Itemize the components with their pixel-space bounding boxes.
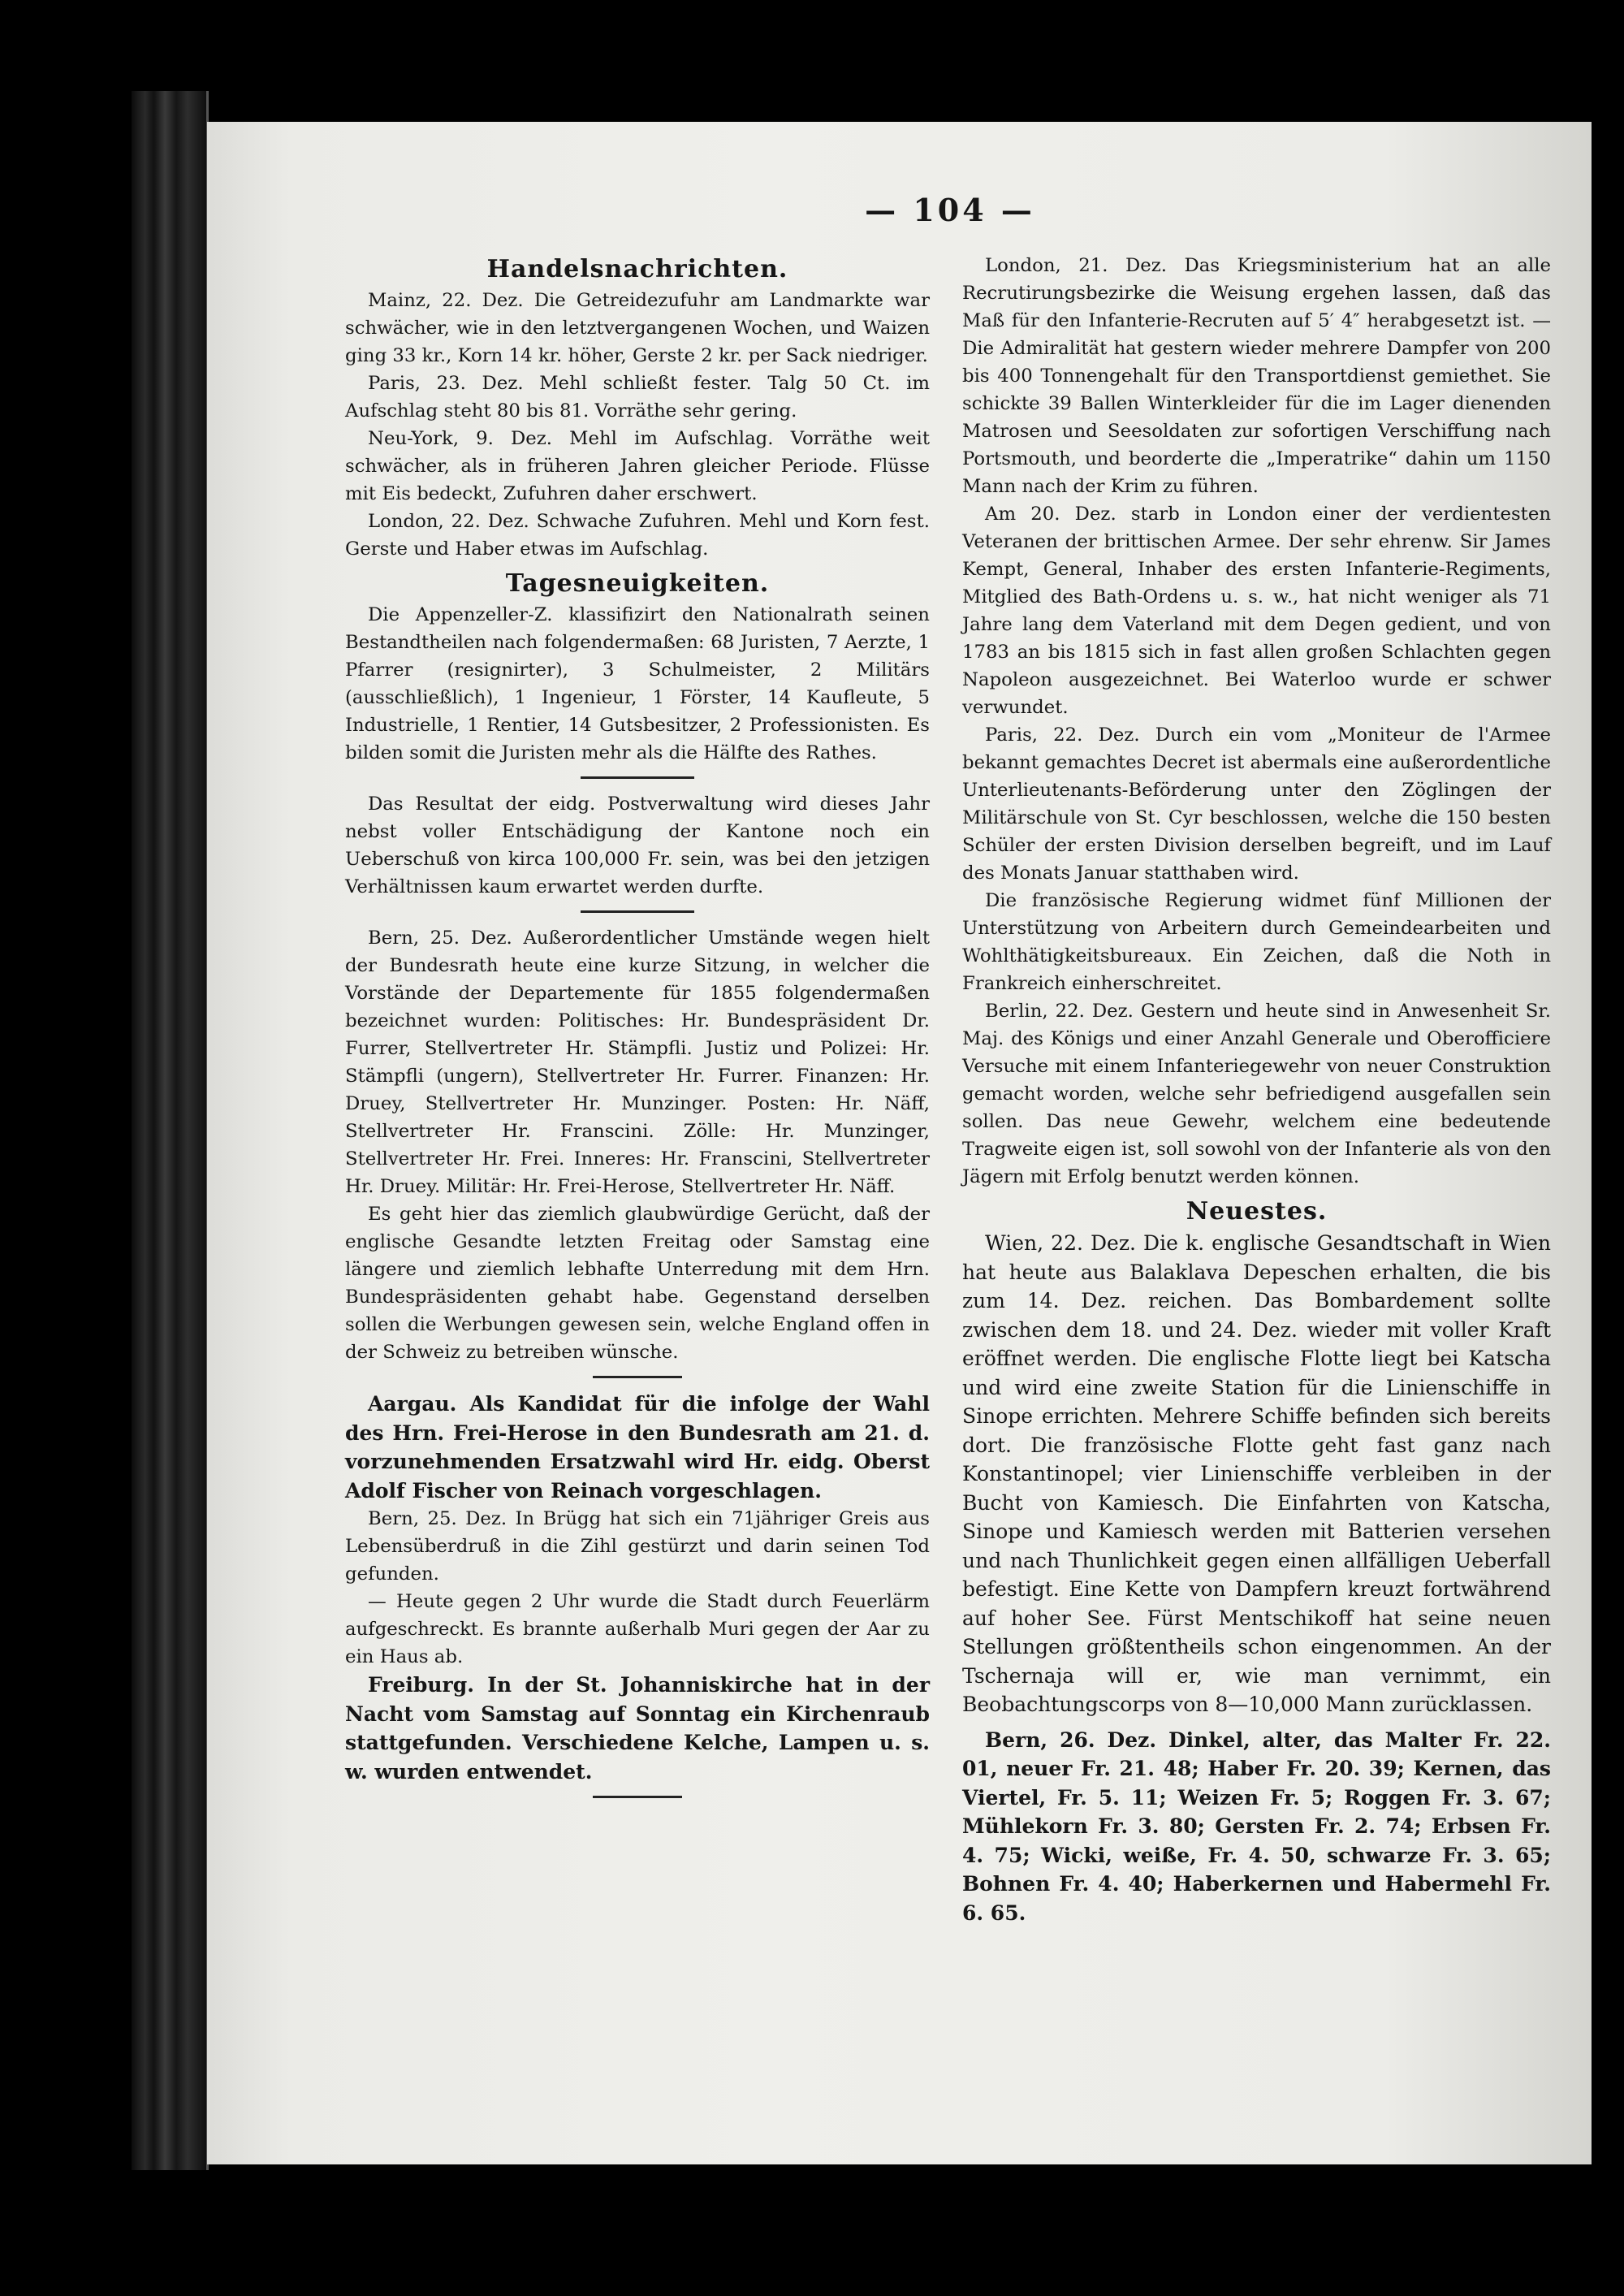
- divider: [581, 776, 694, 779]
- divider: [581, 910, 694, 913]
- article-wien: Wien, 22. Dez. Die k. englische Gesandtschaft in Wien hat heute aus Balaklava Depeschen erhalten, die bis zum 14. Dez. reichen. Das Bombardement sollte zwischen dem 18. und 24. Dez. wieder mit voller Kraft eröffnet werden. Die englische Flotte liegt bei Katscha und wird eine zweite Station für die Linienschiffe in Sinope errichten. Mehrere Schiffe befinden sich bereits dort. Die französische Flotte geht fast ganz nach Konstantinopel; vier Linienschiffe verbleiben in der Bucht von Kamiesch. Die Einfahrten von Katscha, Sinope und Kamiesch werden mit Batterien versehen und nach Thunlichkeit gegen einen allfälligen Ueberfall befestigt. Eine Kette von Dampfern kreuzt fortwährend auf hoher See. Fürst Mentschikoff hat seine neuen Stellungen größtentheils schon eingenommen. An der Tschernaja will er, wie man vernimmt, ein Beobachtungscorps von 8—10,000 Mann zurücklassen.: [962, 1231, 1551, 1716]
- article-sir-james-kempt: Am 20. Dez. starb in London einer der verdientesten Veteranen der brittischen Armee. Der sehr ehrenw. Sir James Kempt, General, Inhaber des ersten Infanterie-Regiments, Mitglied des Bath-Ordens u. s. w., hat nicht weniger als 71 Jahre lang dem Vaterland mit dem Degen gedient, und von 1783 an bis 1815 sich in fast allen großen Schlachten gegen Napoleon ausgezeichnet. Bei Waterloo wurde er schwer verwundet.: [962, 504, 1551, 718]
- page-number: — 104 —: [865, 192, 1035, 228]
- article-london-market: London, 22. Dez. Schwache Zufuhren. Mehl und Korn fest. Gerste und Haber etwas im Aufschlag.: [345, 511, 930, 560]
- article-bern-bundesrath: Bern, 25. Dez. Außerordentlicher Umstände wegen hielt der Bundesrath heute eine kurze Sitzung, in welcher die Vorstände der Departemente für 1855 folgendermaßen bezeichnet wurden: Politisches: Hr. Bundespräsident Dr. Furrer, Stellvertreter Hr. Stämpfli. Justiz und Polizei: Hr. Stämpfli (ungern), Stellvertreter Hr. Furrer. Finanzen: Hr. Druey, Stellvertreter Hr. Munzinger. Posten: Hr. Näff, Stellvertreter Hr. Franscini. Zölle: Hr. Munzinger, Stellvertreter Hr. Frei. Inneres: Hr. Franscini, Stellvertreter Hr. Druey. Militär: Hr. Frei-Herose, Stellvertreter Hr. Näff.: [345, 927, 930, 1197]
- left-column: [345, 252, 930, 1810]
- article-bern-bruegg: Bern, 25. Dez. In Brügg hat sich ein 71jähriger Greis aus Lebensüberdruß in die Zihl gestürzt und darin seinen Tod gefunden.: [345, 1508, 930, 1585]
- article-new-york: Neu-York, 9. Dez. Mehl im Aufschlag. Vorräthe weit schwächer, als in früheren Jahren gleicher Periode. Flüsse mit Eis bedeckt, Zufuhren daher erschwert.: [345, 428, 930, 504]
- article-bern-preise: Bern, 26. Dez. Dinkel, alter, das Malter Fr. 22. 01, neuer Fr. 21. 48; Haber Fr. 20. 39; Kernen, das Viertel, Fr. 5. 11; Weizen Fr. 5; Roggen Fr. 3. 67; Mühlekorn Fr. 3. 80; Gersten Fr. 2. 74; Erbsen Fr. 4. 75; Wicki, weiße, Fr. 4. 50, schwarze Fr. 3. 65; Bohnen Fr. 4. 40; Haberkernen und Habermehl Fr. 6. 65.: [962, 1727, 1551, 1925]
- divider: [593, 1376, 682, 1378]
- article-paris-market: Paris, 23. Dez. Mehl schließt fester. Talg 50 Ct. im Aufschlag steht 80 bis 81. Vorräthe sehr gering.: [345, 373, 930, 422]
- article-paris-decret: Paris, 22. Dez. Durch ein vom „Moniteur de l'Armee bekannt gemachtes Decret ist abermals eine außerordentliche Unterlieutenants-Beförderung unter den Zöglingen der Militärschule von St. Cyr beschlossen, welche die 150 besten Schüler der ersten Division derselben begreift, und im Lauf des Monats Januar statthaben wird.: [962, 724, 1551, 884]
- article-aargau: Aargau. Als Kandidat für die infolge der Wahl des Hrn. Frei-Herose in den Bundesrath am 21. d. vorzunehmenden Ersatzwahl wird Hr. eidg. Oberst Adolf Fischer von Reinach vorgeschlagen.: [345, 1392, 930, 1503]
- article-mainz: Mainz, 22. Dez. Die Getreidezufuhr am Landmarkte war schwächer, wie in den letztvergangenen Wochen, und Waizen ging 33 kr., Korn 14 kr. höher, Gerste 2 kr. per Sack niedriger.: [345, 290, 930, 366]
- article-bern-feuer: — Heute gegen 2 Uhr wurde die Stadt durch Feuerlärm aufgeschreckt. Es brannte außerhalb Muri gegen der Aar zu ein Haus ab.: [345, 1591, 930, 1667]
- heading-handelsnachrichten: Handelsnachrichten.: [486, 255, 788, 283]
- article-appenzeller: Die Appenzeller-Z. klassifizirt den Nationalrath seinen Bestandtheilen nach folgendermaßen: 68 Juristen, 7 Aerzte, 1 Pfarrer (resignirter), 3 Schulmeister, 2 Militärs (ausschließlich), 1 Ingenieur, 1 Förster, 14 Kaufleute, 5 Industrielle, 1 Rentier, 14 Gutsbesitzer, 2 Professionisten. Es bilden somit die Juristen mehr als die Hälfte des Rathes.: [345, 604, 930, 763]
- article-postverwaltung: Das Resultat der eidg. Postverwaltung wird dieses Jahr nebst voller Entschädigung der Kantone noch ein Ueberschuß von kirca 100,000 Fr. sein, was bei den jetzigen Verhältnissen kaum erwartet werden durfte.: [345, 793, 930, 897]
- article-freiburg: Freiburg. In der St. Johanniskirche hat in der Nacht vom Samstag auf Sonntag ein Kirchenraub stattgefunden. Verschiedene Kelche, Lampen u. s. w. wurden entwendet.: [345, 1673, 930, 1784]
- heading-neuestes: Neuestes.: [1186, 1197, 1328, 1226]
- article-berlin: Berlin, 22. Dez. Gestern und heute sind in Anwesenheit Sr. Maj. des Königs und einer Anzahl Generale und Oberofficiere Versuche mit einem Infanteriegewehr von neuer Construktion gemacht worden, welche sehr befriedigend ausgefallen sein sollen. Das neue Gewehr, welchem eine bedeutende Tragweite eigen ist, soll sowohl von der Infanterie als von den Jägern mit Erfolg benutzt werden können.: [962, 1001, 1551, 1187]
- heading-tagesneuigkeiten: Tagesneuigkeiten.: [505, 569, 770, 598]
- divider: [593, 1796, 682, 1798]
- article-london-kriegsministerium: London, 21. Dez. Das Kriegsministerium hat an alle Recrutirungsbezirke die Weisung ergehen lassen, daß das Maß für den Infanterie-Recruten auf 5′ 4″ herabgesetzt ist. — Die Admiralität hat gestern wieder mehrere Dampfer von 200 bis 400 Tonnengehalt für den Transportdienst gemiethet. Sie schickte 39 Ballen Winterkleider für die im Lager dienenden Matrosen und Seesoldaten zur sofortigen Verschiffung nach Portsmouth, und beorderte die „Imperatrike“ dahin um 1150 Mann nach der Krim zu führen.: [962, 255, 1551, 497]
- article-franzoesische-regierung: Die französische Regierung widmet fünf Millionen der Unterstützung von Arbeitern durch Gemeindearbeiten und Wohlthätigkeitsbureaux. Ein Zeichen, daß die Noth in Frankreich einherschreitet.: [962, 890, 1551, 994]
- book-spine: [132, 91, 209, 2170]
- right-column: [962, 252, 1551, 1927]
- article-bern-geruecht: Es geht hier das ziemlich glaubwürdige Gerücht, daß der englische Gesandte letzten Freitag oder Samstag eine längere und ziemlich lebhafte Unterredung mit dem Hrn. Bundespräsidenten gehabt habe. Gegenstand derselben sollen die Werbungen gewesen sein, welche England offen in der Schweiz zu betreiben wünsche.: [345, 1204, 930, 1363]
